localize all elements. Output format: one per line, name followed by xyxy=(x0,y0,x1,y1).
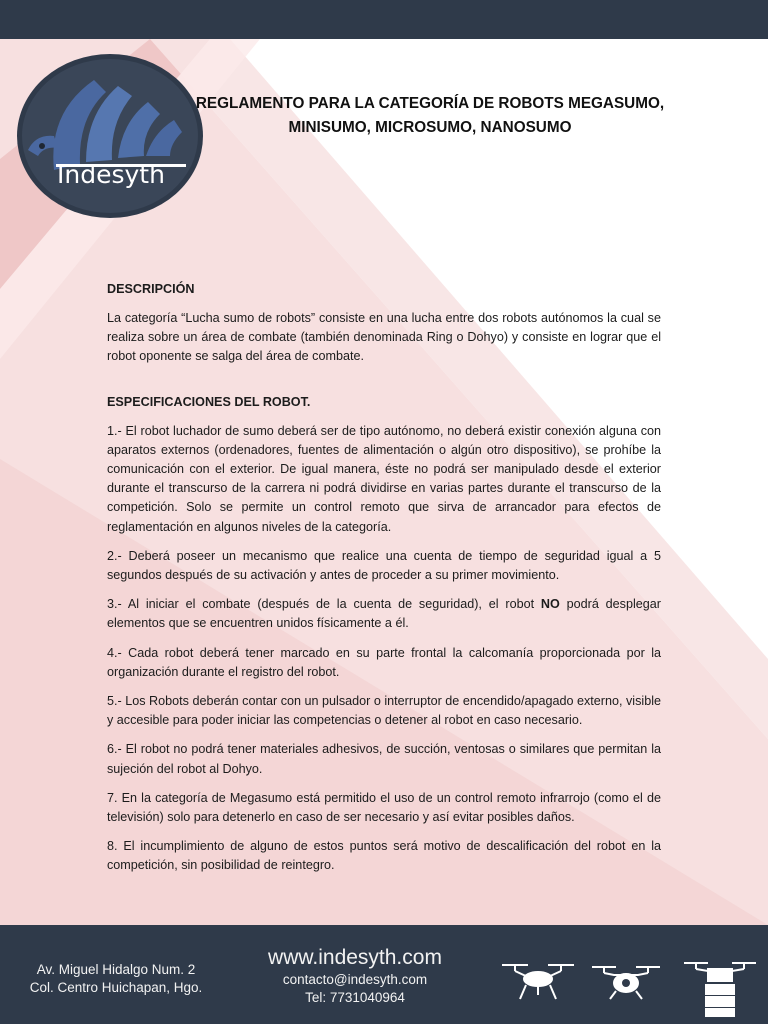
footer-contact xyxy=(240,945,470,1007)
rule-4: 4.- Cada robot deberá tener marcado en su parte frontal la calcomanía proporcionada por la organización durante el registro del robot. xyxy=(107,645,661,679)
address-line-2: Col. Centro Huichapan, Hgo. xyxy=(29,980,203,995)
title-line-1: REGLAMENTO PARA LA CATEGORÍA DE ROBOTS MEGASUMO, xyxy=(195,95,665,112)
rule-3 xyxy=(107,595,661,633)
rule-3-emphasis: NO xyxy=(540,597,560,612)
website-link[interactable]: www.indesyth.com xyxy=(268,946,442,969)
section-heading-specifications: ESPECIFICACIONES DEL ROBOT. xyxy=(107,394,311,409)
section-heading-description: DESCRIPCIÓN xyxy=(107,282,195,296)
rule-1: 1.- El robot luchador de sumo deberá ser de tipo autónomo, no deberá existir conexión alguna con aparatos externos (ordenadores, fuentes de alimentación o algún otro dispositivo), se prohíbe la comunicación con el exterior. De igual manera, éste no podrá ser manipulado desde el exterior durante el transcurso de la carrera ni podrá dividirse en varias partes durante el transcurso de la competición. Solo se permite un control remoto que sirva de arrancador para efectos de reglamentación en algunos niveles de la categoría. xyxy=(107,423,661,534)
drone-icon-2 xyxy=(592,967,660,999)
footer-bar xyxy=(0,925,768,1024)
email-link[interactable]: contacto@indesyth.com xyxy=(282,972,428,987)
title-line-2: MINISUMO, MICROSUMO, NANOSUMO xyxy=(288,119,572,136)
indesyth-logo xyxy=(14,52,208,220)
rule-3-start: 3.- Al iniciar el combate (después de la cuenta de seguridad), el robot xyxy=(107,597,541,612)
address-line-1: Av. Miguel Hidalgo Num. 2 xyxy=(36,962,196,977)
document-title xyxy=(190,92,670,140)
rule-2: 2.- Deberá poseer un mecanismo que realice una cuenta de tiempo de seguridad igual a 5 segundos después de su activación y antes de proceder a su primer movimiento. xyxy=(107,548,661,583)
rule-8: 8. El incumplimiento de alguno de estos puntos será motivo de descalificación del robot en la competición, sin posibilidad de reintegro. xyxy=(107,839,661,873)
top-bar xyxy=(0,0,768,39)
document-body xyxy=(107,280,661,886)
rule-7: 7. En la categoría de Megasumo está permitido el uso de un control remoto infrarrojo (como el de televisión) solo para detenerlo en caso de ser necesario y así evitar posibles daños. xyxy=(107,790,661,825)
drone-icon-3 xyxy=(684,963,756,1016)
drone-icon-1 xyxy=(502,965,574,999)
rule-3-end: podrá desplegar elementos que se encuentren unidos físicamente a él. xyxy=(107,597,661,631)
footer-address xyxy=(16,961,216,997)
description-paragraph: La categoría “Lucha sumo de robots” consiste en una lucha entre dos robots autónomos la cual se realiza sobre un área de combate (también denominada Ring o Dohyo) y consiste en lograr que el robot oponente se salga del área de combate. xyxy=(107,311,661,364)
rule-6: 6.- El robot no podrá tener materiales adhesivos, de succión, ventosas o similares que permitan la sujeción del robot al Dohyo. xyxy=(107,742,661,776)
logo-text: Indesyth xyxy=(57,160,165,189)
phone-number: Tel: 7731040964 xyxy=(305,990,405,1005)
drone-icons xyxy=(498,955,760,1017)
rule-5: 5.- Los Robots deberán contar con un pulsador o interruptor de encendido/apagado externo, visible y accesible para poder iniciar las competencias o detener al robot en caso necesario. xyxy=(107,694,661,728)
